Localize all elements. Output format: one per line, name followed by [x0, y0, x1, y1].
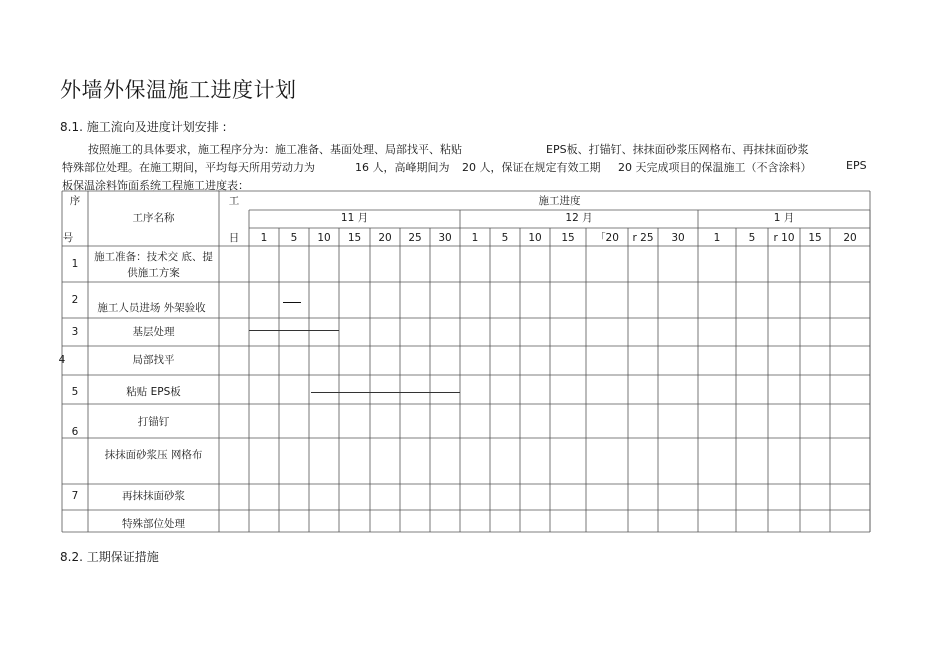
- header-day: 10: [528, 232, 542, 244]
- paragraph-line-2a: 特殊部位处理。在施工期间，平均每天所用劳动力为: [62, 161, 315, 174]
- header-day: 15: [561, 232, 575, 244]
- gantt-bar: [283, 302, 301, 303]
- header-task-name: 工序名称: [132, 212, 175, 224]
- table-row-number: 7: [71, 490, 79, 502]
- header-days-top: 工: [228, 195, 240, 207]
- paragraph-line-2b: 16 人，高峰期间为: [355, 161, 450, 174]
- paragraph-line-1b: EPS板、打锚钉、抹抹面砂浆压网格布、再抹抹面砂浆: [546, 143, 809, 156]
- header-day: 1: [713, 232, 721, 244]
- header-day: 5: [748, 232, 756, 244]
- header-month: 11 月: [340, 212, 369, 224]
- section-heading-8-1: 8.1. 施工流向及进度计划安排 :: [60, 120, 227, 134]
- header-day: 30: [438, 232, 452, 244]
- table-row-task-name: 施工准备：技术交 底、提供施工方案: [94, 251, 213, 279]
- header-day: 20: [843, 232, 857, 244]
- header-day: 1: [260, 232, 268, 244]
- header-seq-top: 序: [69, 195, 81, 207]
- gantt-bar: [249, 330, 339, 331]
- table-row-task-name: 粘贴 EPS板: [126, 386, 181, 398]
- table-row-number: 6: [71, 426, 79, 438]
- table-row-number: 1: [71, 258, 79, 270]
- header-day: 5: [290, 232, 298, 244]
- header-day: r 25: [632, 232, 654, 244]
- table-row-task-name: 基层处理: [132, 326, 175, 338]
- paragraph-line-2c: 20 人，保证在规定有效工期: [462, 161, 601, 174]
- header-day: 10: [317, 232, 331, 244]
- header-day: 「20: [595, 232, 619, 244]
- header-day: 15: [808, 232, 822, 244]
- table-row-task-name: 抹抹面砂浆压 网格布: [104, 449, 203, 461]
- header-month: 1 月: [773, 212, 795, 224]
- table-row-task-name: 特殊部位处理: [122, 518, 185, 530]
- table-row-task-name: 局部找平: [132, 354, 175, 366]
- header-day: 20: [378, 232, 392, 244]
- table-row-number: 4: [58, 354, 66, 366]
- header-day: 1: [471, 232, 479, 244]
- header-day: 25: [408, 232, 422, 244]
- table-row-task-name: 施工人员进场 外架验收: [97, 302, 206, 314]
- gantt-bar: [311, 392, 460, 393]
- header-days-bottom: 日: [228, 232, 240, 244]
- page-title: 外墙外保温施工进度计划: [60, 78, 297, 102]
- header-day: 15: [347, 232, 362, 244]
- header-seq-bottom: 号: [62, 232, 74, 244]
- table-row-number: 5: [71, 386, 79, 398]
- header-progress: 施工进度: [538, 195, 581, 207]
- header-day: 5: [501, 232, 509, 244]
- paragraph-line-2d: 20 天完成项目的保温施工（不含涂料）: [618, 161, 812, 174]
- header-month: 12 月: [565, 212, 593, 224]
- header-day: 30: [671, 232, 685, 244]
- section-heading-8-2: 8.2. 工期保证措施: [60, 550, 159, 564]
- header-day: r 10: [773, 232, 795, 244]
- table-row-number: 3: [71, 326, 79, 338]
- paragraph-line-2e: EPS: [846, 159, 867, 172]
- table-row-task-name: 打锚钉: [137, 416, 170, 428]
- paragraph-line-1a: 按照施工的具体要求，施工程序分为：施工准备、基面处理、局部找平、粘贴: [88, 143, 462, 156]
- table-row-task-name: 再抹抹面砂浆: [122, 490, 185, 502]
- table-row-number: 2: [71, 294, 79, 306]
- paragraph-line-3: 板保温涂料饰面系统工程施工进度表：: [62, 179, 249, 192]
